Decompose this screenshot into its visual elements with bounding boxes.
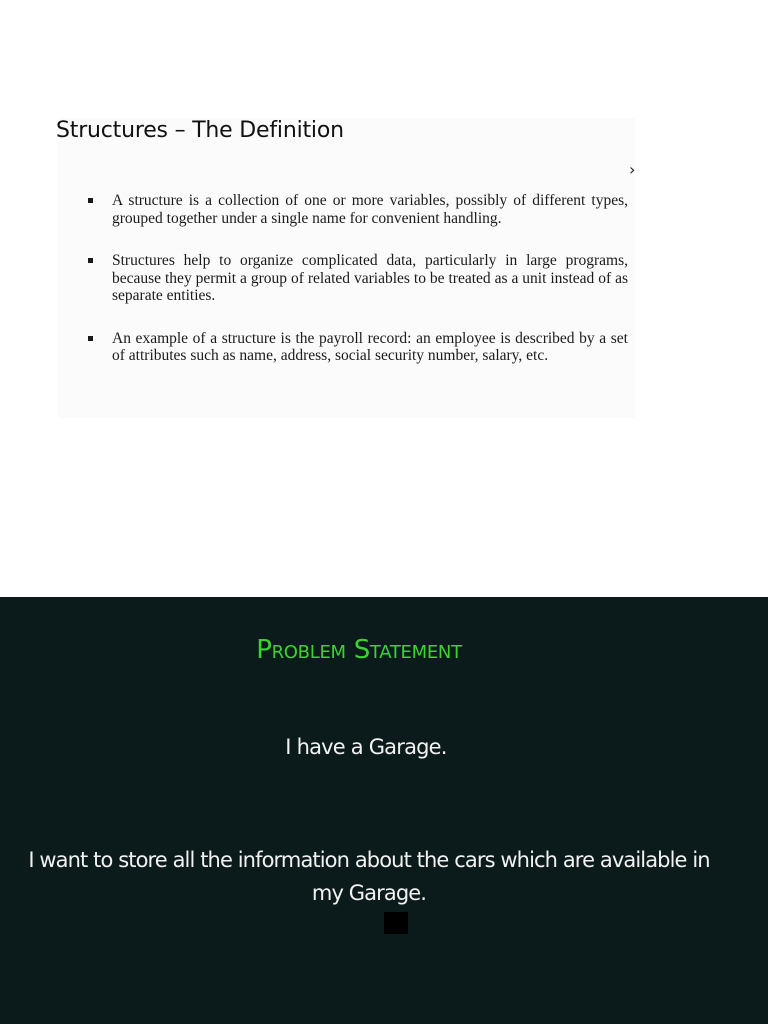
garage-statement: I have a Garage. [285,735,447,759]
cursor-block [384,912,408,934]
square-bullet-icon [88,198,93,203]
definition-bullet-list [86,192,628,390]
storage-requirement-statement: I want to store all the information about the cars which are available in my Garage. [28,848,710,905]
bullet-item [86,192,628,227]
problem-statement-slide [0,597,768,1024]
bullet-text: Structures help to organize complicated data, particularly in large programs, because they permit a group of related variables to be treated as a unit instead of as separate entities. [112,252,628,304]
square-bullet-icon [88,336,93,341]
bullet-item [86,252,628,305]
bullet-text: An example of a structure is the payroll record: an employee is described by a set of attributes such as name, address, social security number, salary, etc. [112,329,628,364]
problem-statement-title: Problem Statement [256,635,462,665]
corner-glyph: › [629,160,636,179]
slide-title: Structures – The Definition [56,118,344,143]
bullet-text: A structure is a collection of one or more variables, possibly of different types, grouped together under a single name for convenient handling. [112,192,628,227]
bullet-item [86,330,628,365]
square-bullet-icon [88,258,93,263]
